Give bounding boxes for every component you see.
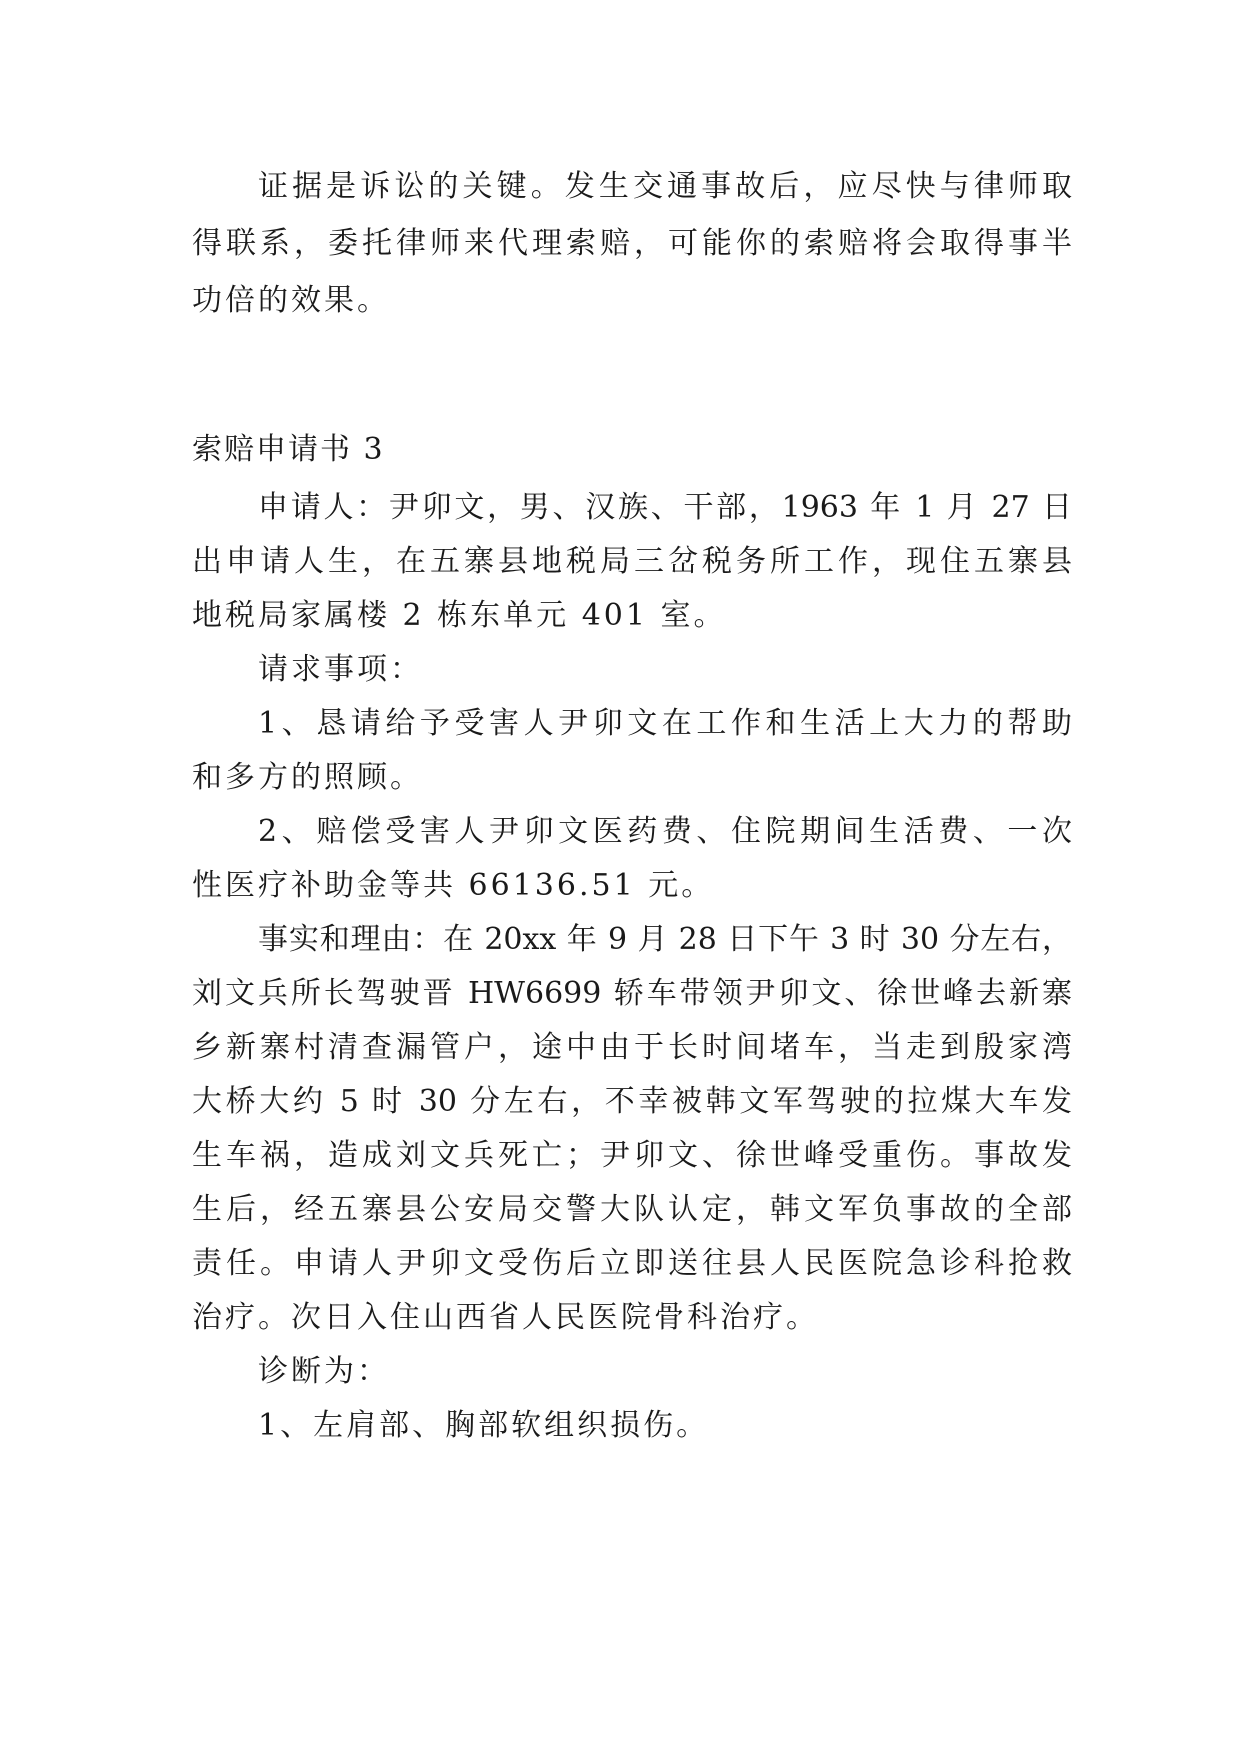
paragraph-line: 证据是诉讼的关键。发生交通事故后，应尽快与律师取: [258, 169, 1072, 204]
paragraph-line: 治疗。次日入住山西省人民医院骨科治疗。: [192, 1300, 819, 1335]
paragraph-line: 诊断为：: [258, 1354, 390, 1389]
paragraph-line: 性医疗补助金等共 66136.51 元。: [192, 868, 715, 903]
paragraph-line: 1、恳请给予受害人尹卯文在工作和生活上大力的帮助: [258, 706, 1072, 741]
section-heading: 索赔申请书 3: [192, 432, 385, 467]
paragraph-line: 得联系，委托律师来代理索赔，可能你的索赔将会取得事半: [192, 226, 1072, 261]
paragraph-line: 责任。申请人尹卯文受伤后立即送往县人民医院急诊科抢救: [192, 1246, 1072, 1281]
paragraph-line: 地税局家属楼 2 栋东单元 401 室。: [192, 598, 727, 633]
paragraph-line: 生后，经五寨县公安局交警大队认定，韩文军负事故的全部: [192, 1192, 1072, 1227]
paragraph-line: 1、左肩部、胸部软组织损伤。: [258, 1408, 710, 1443]
paragraph-line: 请求事项：: [258, 652, 423, 687]
paragraph-line: 刘文兵所长驾驶晋 HW6699 轿车带领尹卯文、徐世峰去新寨: [192, 976, 1072, 1011]
paragraph-line: 申请人：尹卯文，男、汉族、干部，1963 年 1 月 27 日: [258, 490, 1072, 525]
paragraph-line: 出申请人生，在五寨县地税局三岔税务所工作，现住五寨县: [192, 544, 1072, 579]
paragraph-line: 功倍的效果。: [192, 283, 390, 318]
paragraph-line: 和多方的照顾。: [192, 760, 423, 795]
paragraph-line: 大桥大约 5 时 30 分左右，不幸被韩文军驾驶的拉煤大车发: [192, 1084, 1072, 1119]
paragraph-line: 事实和理由：在 20xx 年 9 月 28 日下午 3 时 30 分左右，: [258, 922, 1072, 957]
paragraph-line: 乡新寨村清查漏管户，途中由于长时间堵车，当走到殷家湾: [192, 1030, 1072, 1065]
paragraph-line: 2、赔偿受害人尹卯文医药费、住院期间生活费、一次: [258, 814, 1072, 849]
paragraph-line: 生车祸，造成刘文兵死亡；尹卯文、徐世峰受重伤。事故发: [192, 1138, 1072, 1173]
